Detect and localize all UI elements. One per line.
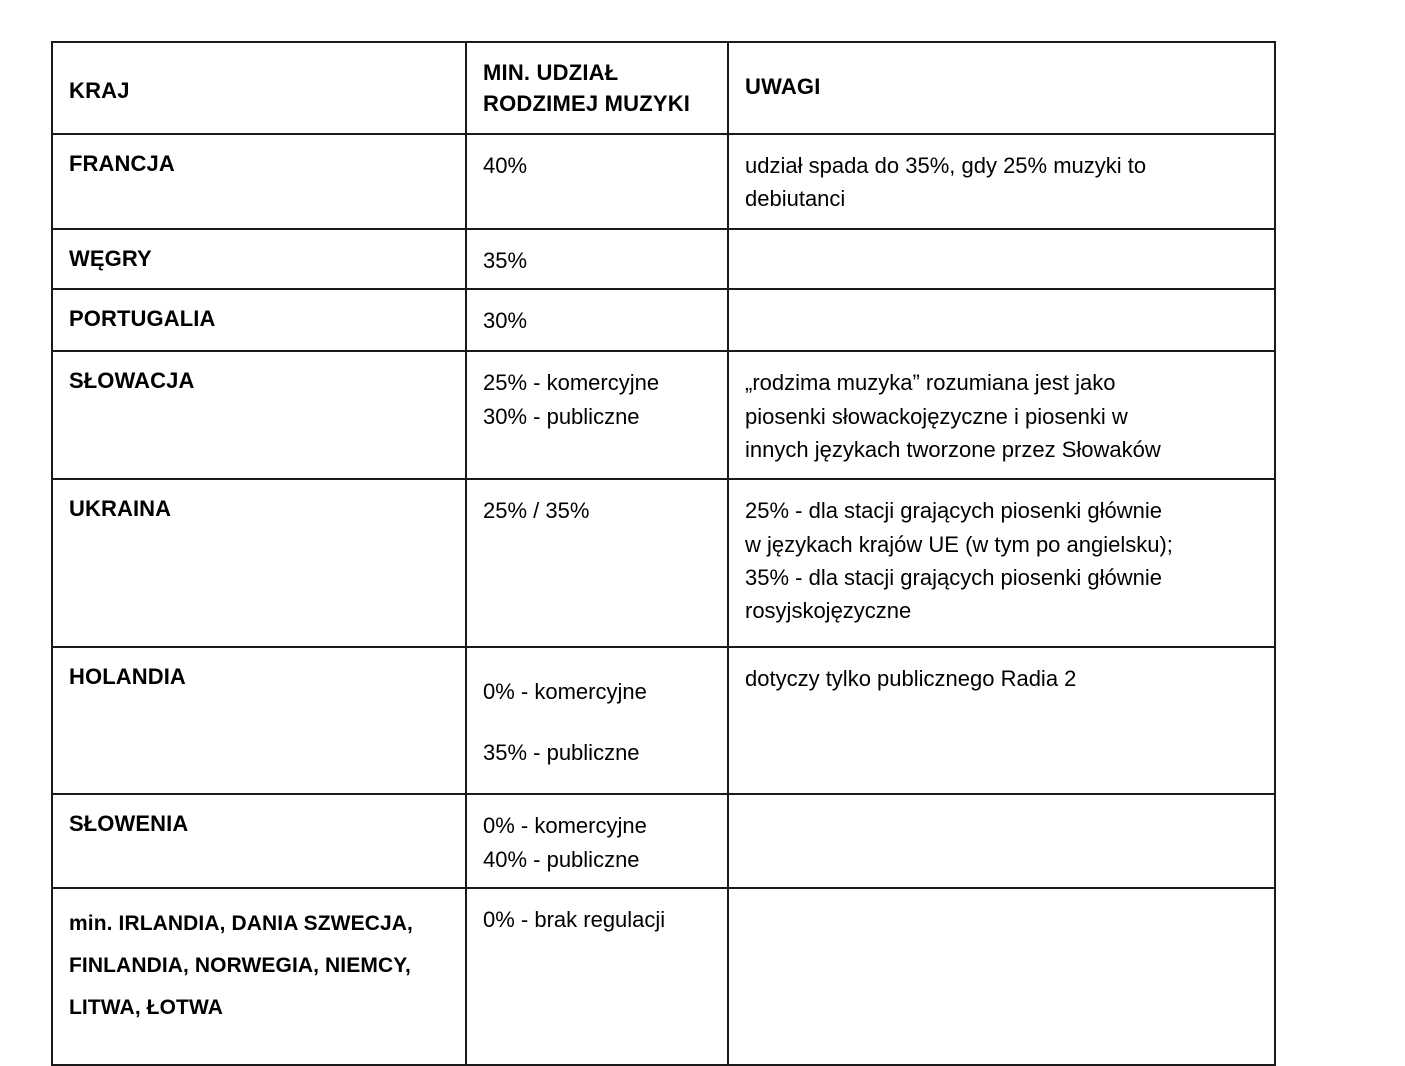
country-label: WĘGRY [69,246,152,271]
table-row [52,351,1275,479]
cell-share [466,479,728,647]
cell-country [52,134,466,229]
cell-country [52,351,466,479]
country-label: HOLANDIA [69,664,186,690]
country-label: UKRAINA [69,496,172,522]
table-row [52,134,1275,229]
share-value-line: 30% - publiczne [483,404,640,430]
cell-share [466,647,728,794]
cell-notes [728,888,1275,1065]
share-value-line: 30% [483,308,528,334]
cell-country [52,647,466,794]
country-label: SŁOWENIA [69,811,189,837]
table-row [52,289,1275,351]
cell-country [52,794,466,888]
cell-share [466,888,728,1065]
notes-line: dotyczy tylko publicznego Radia 2 [745,666,1077,692]
table-row [52,229,1275,289]
notes-line: „rodzima muzyka” rozumiana jest jako [745,370,1116,396]
table-header [52,42,1275,134]
table-row [52,647,1275,794]
cell-share [466,794,728,888]
cell-share [466,229,728,289]
share-value-line: 35% [483,248,528,273]
column-header-country [52,42,466,134]
cell-share [466,289,728,351]
column-header-share-label-line2: RODZIMEJ MUZYKI [483,91,691,117]
notes-line: 25% - dla stacji grających piosenki głównie [745,498,1162,524]
notes-line: innych językach tworzone przez Słowaków [745,436,1161,462]
share-value-line: 40% - publiczne [483,847,640,873]
cell-notes [728,229,1275,289]
share-value-line: 25% / 35% [483,498,590,524]
cell-notes [728,794,1275,888]
share-value-line: 0% - komercyjne [483,813,647,839]
notes-line: w językach krajów UE (w tym po angielsku); [745,531,1173,557]
cell-country [52,289,466,351]
column-header-country-label: KRAJ [69,78,130,103]
notes-line: 35% - dla stacji grających piosenki głównie [745,564,1162,590]
native-music-quota-table [51,41,1276,1066]
column-header-notes [728,42,1275,134]
column-header-notes-label: UWAGI [745,74,821,99]
table-header-row [52,42,1275,134]
cell-country [52,888,466,1065]
table-row [52,794,1275,888]
cell-notes [728,289,1275,351]
share-value-line: 40% [483,153,528,178]
table-row [52,888,1275,1065]
cell-notes [728,134,1275,229]
cell-country [52,229,466,289]
share-value-line: 0% - komercyjne [483,679,647,705]
share-value-line: 25% - komercyjne [483,370,660,396]
cell-share [466,134,728,229]
country-label: LITWA, ŁOTWA [69,996,224,1020]
column-header-share-label-line1: MIN. UDZIAŁ [483,60,619,85]
notes-line: udział spada do 35%, gdy 25% muzyki to [745,153,1147,178]
cell-share [466,351,728,479]
country-label: FRANCJA [69,151,175,176]
table-body [52,134,1275,1065]
notes-line: debiutanci [745,186,846,212]
column-header-share [466,42,728,134]
notes-line: rosyjskojęzyczne [745,598,912,624]
cell-notes [728,479,1275,647]
cell-notes [728,351,1275,479]
share-value-line: 35% - publiczne [483,739,640,765]
country-label: PORTUGALIA [69,306,216,332]
cell-notes [728,647,1275,794]
cell-country [52,479,466,647]
share-value-line: 0% - brak regulacji [483,907,666,933]
notes-line: piosenki słowackojęzyczne i piosenki w [745,403,1128,429]
table-row [52,479,1275,647]
country-label: min. IRLANDIA, DANIA SZWECJA, [69,912,413,936]
country-label: SŁOWACJA [69,368,195,394]
country-label: FINLANDIA, NORWEGIA, NIEMCY, [69,954,411,978]
